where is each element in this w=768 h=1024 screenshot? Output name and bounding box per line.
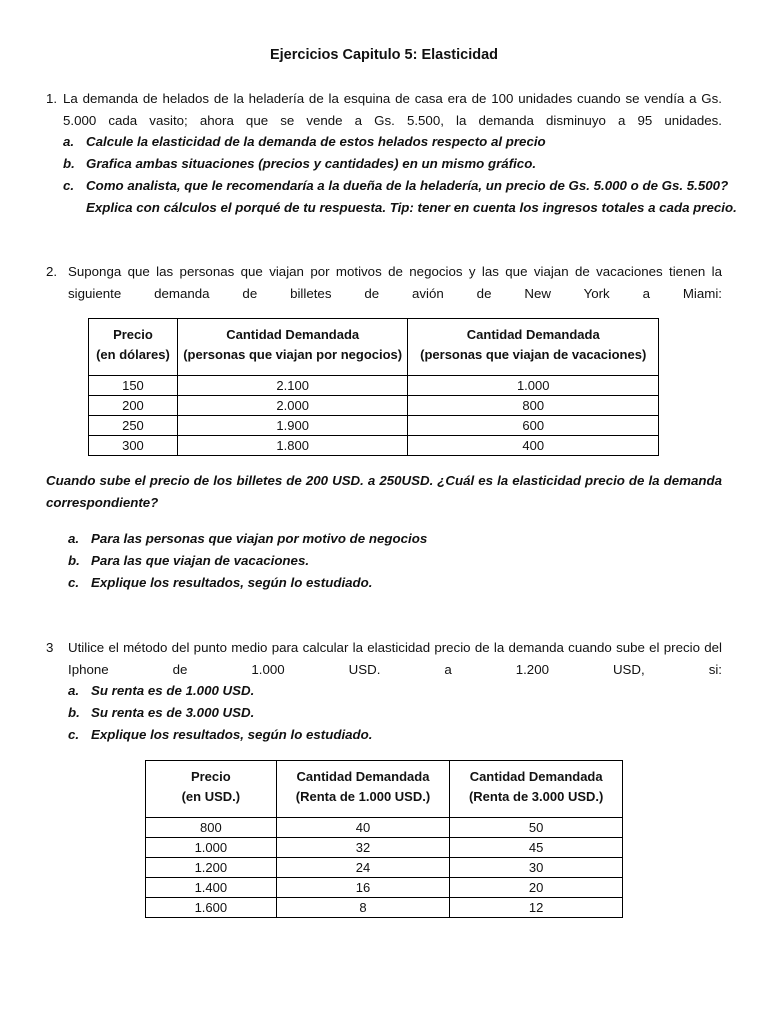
- table-cell: 50: [450, 818, 623, 838]
- table-cell: 250: [89, 416, 178, 436]
- table-cell: 2.100: [177, 376, 408, 396]
- table-cell: 1.200: [146, 858, 277, 878]
- table-cell: 150: [89, 376, 178, 396]
- page-title: Ejercicios Capitulo 5: Elasticidad: [269, 47, 499, 63]
- table-cell: 20: [450, 878, 623, 898]
- item-letter: c.: [68, 727, 80, 742]
- table-cell: 1.600: [146, 898, 277, 918]
- item-text: Explique los resultados, según lo estudiado.: [91, 727, 373, 742]
- table-header-cell: Precio (en dólares): [89, 319, 178, 376]
- table-cell: 1.000: [408, 376, 659, 396]
- item-text: Como analista, que le recomendaría a la dueña de la heladería, un precio de Gs. 5.000 o de Gs. 5.500?: [86, 178, 729, 193]
- exercise-2-number: 2.: [46, 264, 58, 279]
- item-text: Para las que viajan de vacaciones.: [91, 553, 310, 568]
- table-cell: 8: [276, 898, 450, 918]
- table-header-cell: Cantidad Demandada (Renta de 3.000 USD.): [450, 761, 623, 818]
- table-cell: 32: [276, 838, 450, 858]
- table-cell: 45: [450, 838, 623, 858]
- item-letter: c.: [68, 575, 80, 590]
- table-cell: 40: [276, 818, 450, 838]
- table-row: [89, 436, 659, 456]
- table-cell: 200: [89, 396, 178, 416]
- table-row: [89, 376, 659, 396]
- iphone-demand-table: [145, 760, 623, 918]
- item-letter: b.: [68, 553, 80, 568]
- item-letter: a.: [68, 531, 80, 546]
- table-cell: 800: [146, 818, 277, 838]
- table-header-cell: Cantidad Demandada (Renta de 1.000 USD.): [276, 761, 450, 818]
- table-row: [146, 858, 623, 878]
- table-cell: 400: [408, 436, 659, 456]
- table-header-cell: Cantidad Demandada (personas que viajan de vacaciones): [408, 319, 659, 376]
- table-cell: 12: [450, 898, 623, 918]
- table-cell: 24: [276, 858, 450, 878]
- table-cell: 1.900: [177, 416, 408, 436]
- exercise-2-question: Cuando sube el precio de los billetes de 200 USD. a 250USD. ¿Cuál es la elasticidad precio de la demanda correspondiente?: [46, 473, 722, 510]
- table-cell: 16: [276, 878, 450, 898]
- item-text: Su renta es de 3.000 USD.: [91, 705, 255, 720]
- table-row: [146, 878, 623, 898]
- item-text: Grafica ambas situaciones (precios y cantidades) en un mismo gráfico.: [86, 156, 537, 171]
- exercise-3-number: 3: [46, 640, 54, 655]
- table-row: [146, 818, 623, 838]
- item-letter: c.: [63, 178, 75, 193]
- exercise-2-text: Suponga que las personas que viajan por motivos de negocios y las que viajan de vacaciones tienen la siguiente demanda de billetes de avión de New York a Miami:: [68, 264, 722, 301]
- table-header-cell: Precio (en USD.): [146, 761, 277, 818]
- exercise-1-number: 1.: [46, 91, 58, 106]
- table-header-cell: Cantidad Demandada (personas que viajan por negocios): [177, 319, 408, 376]
- table-cell: 800: [408, 396, 659, 416]
- exercise-1-text: La demanda de helados de la heladería de la esquina de casa era de 100 unidades cuando se vendía a Gs. 5.000 cada vasito; ahora que se vende a Gs. 5.500, la demanda disminuyo a 95 unidades.: [63, 91, 722, 128]
- item-text: Su renta es de 1.000 USD.: [91, 683, 255, 698]
- item-text: Para las personas que viajan por motivo de negocios: [91, 531, 428, 546]
- item-text: Explica con cálculos el porqué de tu respuesta. Tip: tener en cuenta los ingresos totales a cada precio.: [86, 200, 737, 215]
- exercise-3-text: Utilice el método del punto medio para calcular la elasticidad precio de la demanda cuando sube el precio del Iphone de 1.000 USD. a 1.200 USD, si:: [68, 640, 722, 677]
- table-cell: 300: [89, 436, 178, 456]
- item-letter: a.: [63, 134, 75, 149]
- table-cell: 30: [450, 858, 623, 878]
- item-letter: a.: [68, 683, 80, 698]
- table-cell: 2.000: [177, 396, 408, 416]
- table-cell: 1.000: [146, 838, 277, 858]
- item-letter: b.: [63, 156, 75, 171]
- table-row: [146, 838, 623, 858]
- item-text: Calcule la elasticidad de la demanda de estos helados respecto al precio: [86, 134, 546, 149]
- table-cell: 1.400: [146, 878, 277, 898]
- item-letter: b.: [68, 705, 80, 720]
- table-row: [89, 416, 659, 436]
- flight-demand-table: [88, 318, 659, 456]
- table-row: [89, 396, 659, 416]
- table-cell: 600: [408, 416, 659, 436]
- table-cell: 1.800: [177, 436, 408, 456]
- table-row: [146, 898, 623, 918]
- item-text: Explique los resultados, según lo estudiado.: [91, 575, 373, 590]
